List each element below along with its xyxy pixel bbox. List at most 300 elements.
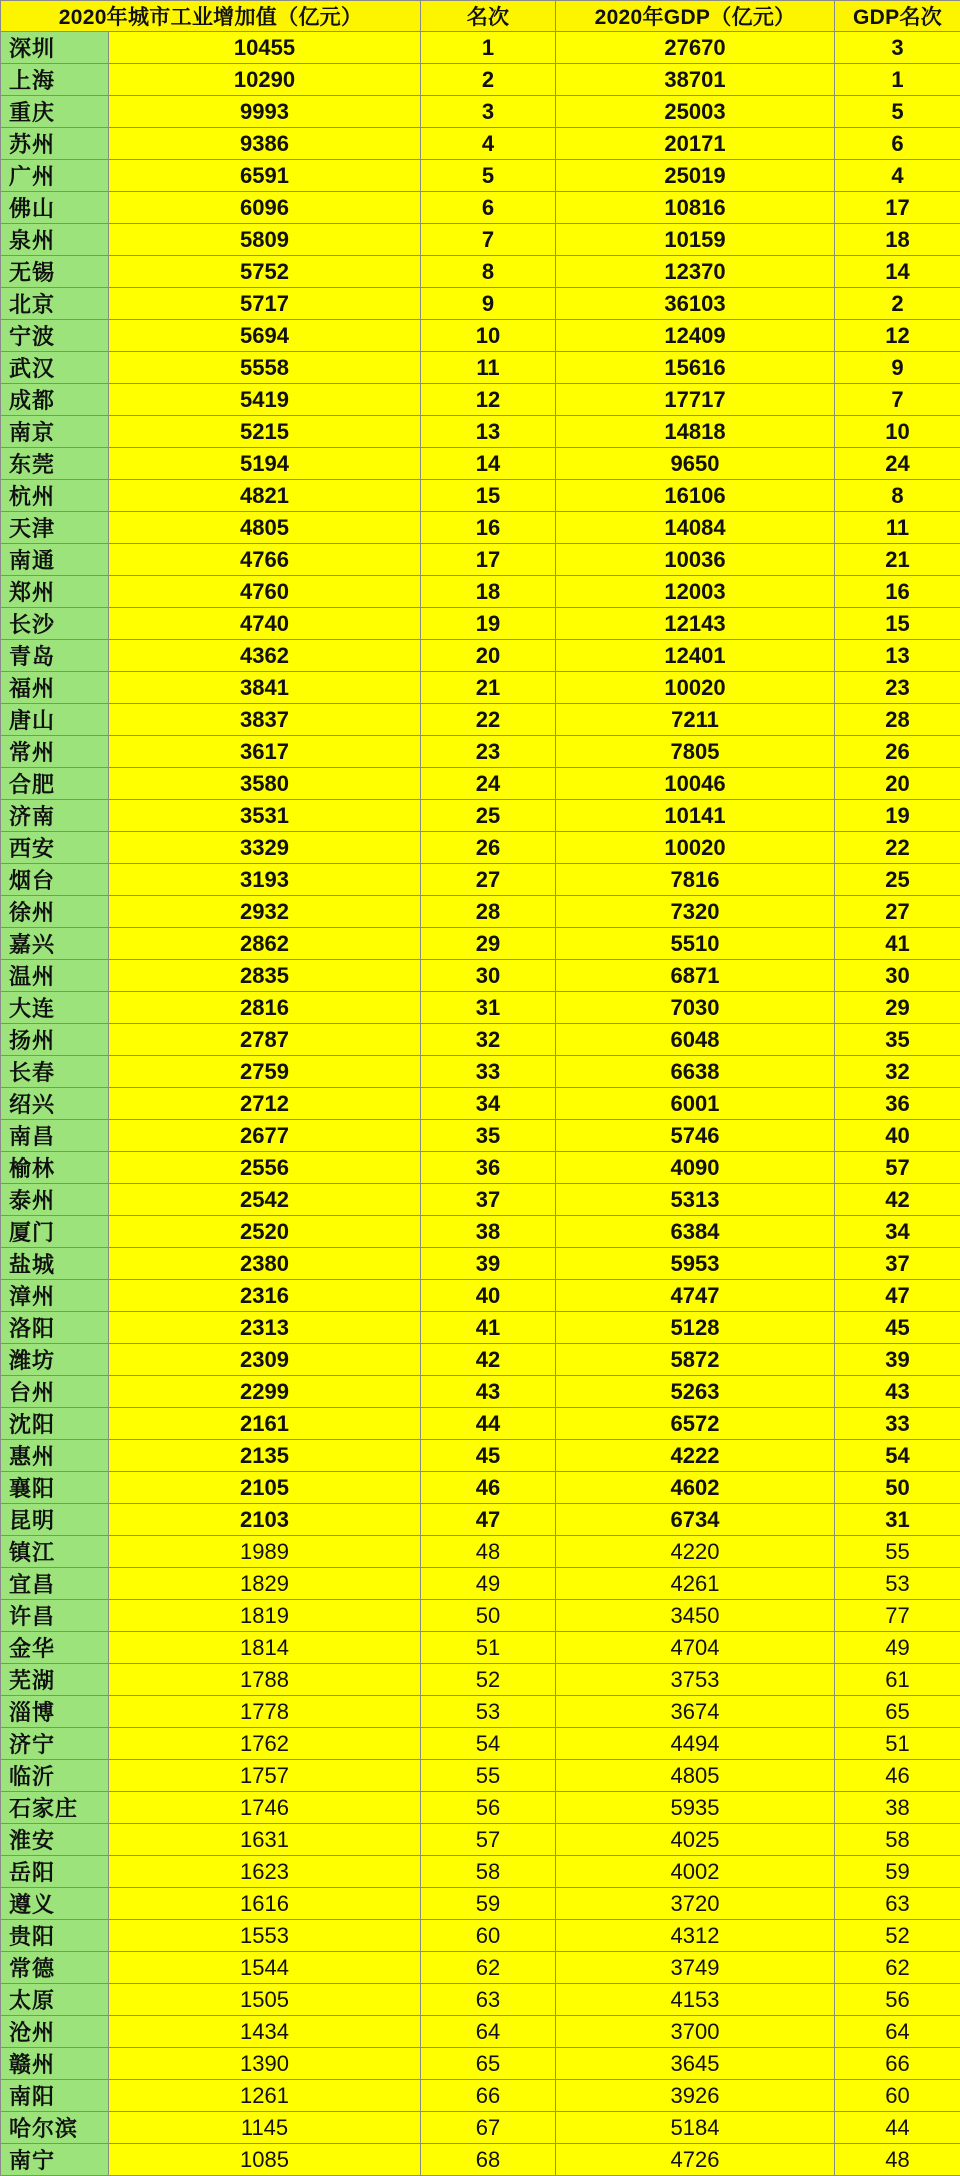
header-gdp-rank: GDP名次 — [835, 1, 960, 32]
table-row — [1, 1280, 960, 1312]
gdp-rank-cell: 17 — [835, 192, 960, 224]
gdp-rank-cell: 63 — [835, 1888, 960, 1920]
gdp-value-cell: 7805 — [556, 736, 835, 768]
industry-rank-cell: 56 — [421, 1792, 556, 1824]
gdp-rank-cell: 24 — [835, 448, 960, 480]
industry-rank-cell: 42 — [421, 1344, 556, 1376]
table-row — [1, 384, 960, 416]
industry-value-cell: 2135 — [109, 1440, 421, 1472]
industry-rank-cell: 63 — [421, 1984, 556, 2016]
industry-rank-cell: 34 — [421, 1088, 556, 1120]
industry-rank-cell: 43 — [421, 1376, 556, 1408]
table-row — [1, 1472, 960, 1504]
gdp-rank-cell: 10 — [835, 416, 960, 448]
gdp-rank-cell: 49 — [835, 1632, 960, 1664]
industry-rank-cell: 25 — [421, 800, 556, 832]
city-cell: 济宁 — [1, 1728, 109, 1760]
city-cell: 烟台 — [1, 864, 109, 896]
city-cell: 南通 — [1, 544, 109, 576]
industry-value-cell: 4362 — [109, 640, 421, 672]
industry-rank-cell: 12 — [421, 384, 556, 416]
gdp-rank-cell: 47 — [835, 1280, 960, 1312]
gdp-value-cell: 10020 — [556, 832, 835, 864]
city-cell: 宜昌 — [1, 1568, 109, 1600]
industry-rank-cell: 27 — [421, 864, 556, 896]
table-row — [1, 1248, 960, 1280]
table-row — [1, 1984, 960, 2016]
city-cell: 台州 — [1, 1376, 109, 1408]
industry-value-cell: 2161 — [109, 1408, 421, 1440]
industry-value-cell: 9993 — [109, 96, 421, 128]
gdp-value-cell: 9650 — [556, 448, 835, 480]
industry-value-cell: 3837 — [109, 704, 421, 736]
city-cell: 北京 — [1, 288, 109, 320]
table-row — [1, 2144, 960, 2176]
industry-rank-cell: 54 — [421, 1728, 556, 1760]
table-row — [1, 1632, 960, 1664]
gdp-value-cell: 4805 — [556, 1760, 835, 1792]
table-row — [1, 1536, 960, 1568]
table-row — [1, 1216, 960, 1248]
gdp-rank-cell: 11 — [835, 512, 960, 544]
industry-rank-cell: 6 — [421, 192, 556, 224]
city-cell: 无锡 — [1, 256, 109, 288]
city-cell: 盐城 — [1, 1248, 109, 1280]
industry-value-cell: 2299 — [109, 1376, 421, 1408]
table-row — [1, 1600, 960, 1632]
gdp-rank-cell: 32 — [835, 1056, 960, 1088]
city-cell: 绍兴 — [1, 1088, 109, 1120]
gdp-value-cell: 10046 — [556, 768, 835, 800]
gdp-rank-cell: 27 — [835, 896, 960, 928]
industry-rank-cell: 23 — [421, 736, 556, 768]
gdp-rank-cell: 2 — [835, 288, 960, 320]
gdp-value-cell: 10816 — [556, 192, 835, 224]
industry-rank-cell: 1 — [421, 32, 556, 64]
city-cell: 昆明 — [1, 1504, 109, 1536]
industry-rank-cell: 65 — [421, 2048, 556, 2080]
gdp-rank-cell: 6 — [835, 128, 960, 160]
industry-value-cell: 2316 — [109, 1280, 421, 1312]
industry-value-cell: 4805 — [109, 512, 421, 544]
industry-rank-cell: 28 — [421, 896, 556, 928]
table-row — [1, 544, 960, 576]
gdp-value-cell: 5872 — [556, 1344, 835, 1376]
gdp-rank-cell: 62 — [835, 1952, 960, 1984]
table-row — [1, 704, 960, 736]
industry-value-cell: 5194 — [109, 448, 421, 480]
gdp-value-cell: 3926 — [556, 2080, 835, 2112]
table-row — [1, 1952, 960, 1984]
city-cell: 东莞 — [1, 448, 109, 480]
gdp-value-cell: 6384 — [556, 1216, 835, 1248]
gdp-value-cell: 3700 — [556, 2016, 835, 2048]
gdp-rank-cell: 34 — [835, 1216, 960, 1248]
gdp-rank-cell: 66 — [835, 2048, 960, 2080]
city-cell: 漳州 — [1, 1280, 109, 1312]
gdp-rank-cell: 77 — [835, 1600, 960, 1632]
industry-rank-cell: 37 — [421, 1184, 556, 1216]
city-cell: 厦门 — [1, 1216, 109, 1248]
table-row — [1, 896, 960, 928]
table-row — [1, 864, 960, 896]
table-row — [1, 64, 960, 96]
industry-rank-cell: 40 — [421, 1280, 556, 1312]
gdp-rank-cell: 64 — [835, 2016, 960, 2048]
gdp-rank-cell: 23 — [835, 672, 960, 704]
city-cell: 成都 — [1, 384, 109, 416]
table-row — [1, 160, 960, 192]
gdp-rank-cell: 40 — [835, 1120, 960, 1152]
industry-rank-cell: 21 — [421, 672, 556, 704]
city-cell: 天津 — [1, 512, 109, 544]
gdp-rank-cell: 29 — [835, 992, 960, 1024]
gdp-rank-cell: 50 — [835, 1472, 960, 1504]
gdp-value-cell: 4494 — [556, 1728, 835, 1760]
city-cell: 西安 — [1, 832, 109, 864]
industry-value-cell: 10290 — [109, 64, 421, 96]
gdp-rank-cell: 59 — [835, 1856, 960, 1888]
gdp-rank-cell: 18 — [835, 224, 960, 256]
industry-value-cell: 1989 — [109, 1536, 421, 1568]
industry-value-cell: 2932 — [109, 896, 421, 928]
city-cell: 杭州 — [1, 480, 109, 512]
industry-value-cell: 2542 — [109, 1184, 421, 1216]
gdp-rank-cell: 4 — [835, 160, 960, 192]
gdp-value-cell: 4602 — [556, 1472, 835, 1504]
header-rank: 名次 — [421, 1, 556, 32]
industry-value-cell: 1788 — [109, 1664, 421, 1696]
table-row — [1, 1024, 960, 1056]
city-cell: 哈尔滨 — [1, 2112, 109, 2144]
gdp-rank-cell: 42 — [835, 1184, 960, 1216]
gdp-value-cell: 17717 — [556, 384, 835, 416]
industry-rank-cell: 38 — [421, 1216, 556, 1248]
gdp-value-cell: 7211 — [556, 704, 835, 736]
industry-rank-cell: 36 — [421, 1152, 556, 1184]
header-industry: 2020年城市工业增加值（亿元） — [1, 1, 421, 32]
gdp-value-cell: 3749 — [556, 1952, 835, 1984]
gdp-value-cell: 6001 — [556, 1088, 835, 1120]
table-row — [1, 1568, 960, 1600]
industry-rank-cell: 2 — [421, 64, 556, 96]
table-row — [1, 1184, 960, 1216]
city-cell: 长沙 — [1, 608, 109, 640]
gdp-rank-cell: 37 — [835, 1248, 960, 1280]
gdp-value-cell: 12401 — [556, 640, 835, 672]
gdp-rank-cell: 3 — [835, 32, 960, 64]
industry-value-cell: 2103 — [109, 1504, 421, 1536]
gdp-rank-cell: 16 — [835, 576, 960, 608]
industry-value-cell: 2816 — [109, 992, 421, 1024]
industry-rank-cell: 52 — [421, 1664, 556, 1696]
industry-value-cell: 1434 — [109, 2016, 421, 2048]
gdp-value-cell: 5953 — [556, 1248, 835, 1280]
gdp-rank-cell: 33 — [835, 1408, 960, 1440]
gdp-rank-cell: 61 — [835, 1664, 960, 1696]
industry-rank-cell: 47 — [421, 1504, 556, 1536]
city-cell: 贵阳 — [1, 1920, 109, 1952]
industry-value-cell: 1505 — [109, 1984, 421, 2016]
industry-value-cell: 1623 — [109, 1856, 421, 1888]
table-row — [1, 448, 960, 480]
gdp-value-cell: 14084 — [556, 512, 835, 544]
gdp-rank-cell: 21 — [835, 544, 960, 576]
gdp-value-cell: 25003 — [556, 96, 835, 128]
industry-rank-cell: 39 — [421, 1248, 556, 1280]
gdp-value-cell: 15616 — [556, 352, 835, 384]
gdp-value-cell: 12409 — [556, 320, 835, 352]
gdp-value-cell: 6572 — [556, 1408, 835, 1440]
city-cell: 镇江 — [1, 1536, 109, 1568]
table-row — [1, 480, 960, 512]
industry-rank-cell: 68 — [421, 2144, 556, 2176]
city-cell: 惠州 — [1, 1440, 109, 1472]
table-row — [1, 832, 960, 864]
city-cell: 遵义 — [1, 1888, 109, 1920]
city-cell: 岳阳 — [1, 1856, 109, 1888]
gdp-value-cell: 10159 — [556, 224, 835, 256]
industry-value-cell: 1553 — [109, 1920, 421, 1952]
city-cell: 合肥 — [1, 768, 109, 800]
industry-value-cell: 5419 — [109, 384, 421, 416]
gdp-rank-cell: 7 — [835, 384, 960, 416]
gdp-value-cell: 3720 — [556, 1888, 835, 1920]
table-row — [1, 768, 960, 800]
table-row — [1, 1856, 960, 1888]
city-cell: 淮安 — [1, 1824, 109, 1856]
industry-rank-cell: 14 — [421, 448, 556, 480]
industry-rank-cell: 4 — [421, 128, 556, 160]
gdp-value-cell: 36103 — [556, 288, 835, 320]
gdp-rank-cell: 26 — [835, 736, 960, 768]
city-cell: 临沂 — [1, 1760, 109, 1792]
city-cell: 青岛 — [1, 640, 109, 672]
gdp-value-cell: 27670 — [556, 32, 835, 64]
industry-rank-cell: 58 — [421, 1856, 556, 1888]
industry-value-cell: 2862 — [109, 928, 421, 960]
gdp-rank-cell: 8 — [835, 480, 960, 512]
table-row — [1, 2048, 960, 2080]
industry-value-cell: 5694 — [109, 320, 421, 352]
industry-rank-cell: 32 — [421, 1024, 556, 1056]
city-cell: 常德 — [1, 1952, 109, 1984]
gdp-value-cell: 20171 — [556, 128, 835, 160]
city-cell: 嘉兴 — [1, 928, 109, 960]
industry-rank-cell: 7 — [421, 224, 556, 256]
city-cell: 宁波 — [1, 320, 109, 352]
city-cell: 榆林 — [1, 1152, 109, 1184]
industry-value-cell: 1762 — [109, 1728, 421, 1760]
table-row — [1, 512, 960, 544]
gdp-value-cell: 3450 — [556, 1600, 835, 1632]
city-cell: 芜湖 — [1, 1664, 109, 1696]
gdp-rank-cell: 19 — [835, 800, 960, 832]
gdp-value-cell: 4220 — [556, 1536, 835, 1568]
gdp-value-cell: 7320 — [556, 896, 835, 928]
gdp-value-cell: 4747 — [556, 1280, 835, 1312]
table-row — [1, 960, 960, 992]
industry-value-cell: 2787 — [109, 1024, 421, 1056]
gdp-value-cell: 5935 — [556, 1792, 835, 1824]
gdp-value-cell: 10141 — [556, 800, 835, 832]
gdp-value-cell: 16106 — [556, 480, 835, 512]
gdp-value-cell: 4312 — [556, 1920, 835, 1952]
industry-rank-cell: 20 — [421, 640, 556, 672]
gdp-rank-cell: 31 — [835, 1504, 960, 1536]
industry-value-cell: 3531 — [109, 800, 421, 832]
gdp-rank-cell: 1 — [835, 64, 960, 96]
table-row — [1, 992, 960, 1024]
city-cell: 襄阳 — [1, 1472, 109, 1504]
city-cell: 南宁 — [1, 2144, 109, 2176]
table-row — [1, 224, 960, 256]
industry-value-cell: 1616 — [109, 1888, 421, 1920]
table-row — [1, 1152, 960, 1184]
industry-rank-cell: 46 — [421, 1472, 556, 1504]
gdp-rank-cell: 58 — [835, 1824, 960, 1856]
gdp-value-cell: 12370 — [556, 256, 835, 288]
gdp-value-cell: 7816 — [556, 864, 835, 896]
industry-rank-cell: 15 — [421, 480, 556, 512]
industry-rank-cell: 60 — [421, 1920, 556, 1952]
industry-rank-cell: 57 — [421, 1824, 556, 1856]
city-cell: 金华 — [1, 1632, 109, 1664]
industry-value-cell: 5809 — [109, 224, 421, 256]
industry-value-cell: 2380 — [109, 1248, 421, 1280]
city-cell: 洛阳 — [1, 1312, 109, 1344]
gdp-rank-cell: 12 — [835, 320, 960, 352]
table-row — [1, 1504, 960, 1536]
table-row — [1, 192, 960, 224]
gdp-rank-cell: 28 — [835, 704, 960, 736]
industry-value-cell: 1145 — [109, 2112, 421, 2144]
industry-rank-cell: 31 — [421, 992, 556, 1024]
industry-rank-cell: 10 — [421, 320, 556, 352]
table-row — [1, 288, 960, 320]
industry-value-cell: 6591 — [109, 160, 421, 192]
industry-rank-cell: 44 — [421, 1408, 556, 1440]
industry-value-cell: 1261 — [109, 2080, 421, 2112]
industry-value-cell: 10455 — [109, 32, 421, 64]
table-row — [1, 320, 960, 352]
city-cell: 泰州 — [1, 1184, 109, 1216]
gdp-value-cell: 4704 — [556, 1632, 835, 1664]
gdp-value-cell: 3674 — [556, 1696, 835, 1728]
gdp-rank-cell: 48 — [835, 2144, 960, 2176]
industry-rank-cell: 8 — [421, 256, 556, 288]
city-cell: 南京 — [1, 416, 109, 448]
industry-rank-cell: 62 — [421, 1952, 556, 1984]
city-cell: 沈阳 — [1, 1408, 109, 1440]
industry-rank-cell: 66 — [421, 2080, 556, 2112]
industry-value-cell: 6096 — [109, 192, 421, 224]
gdp-rank-cell: 45 — [835, 1312, 960, 1344]
industry-rank-cell: 53 — [421, 1696, 556, 1728]
gdp-value-cell: 25019 — [556, 160, 835, 192]
gdp-rank-cell: 9 — [835, 352, 960, 384]
industry-value-cell: 4766 — [109, 544, 421, 576]
table-row — [1, 128, 960, 160]
gdp-value-cell: 6638 — [556, 1056, 835, 1088]
table-row — [1, 1728, 960, 1760]
gdp-value-cell: 10036 — [556, 544, 835, 576]
gdp-value-cell: 5184 — [556, 2112, 835, 2144]
gdp-value-cell: 6734 — [556, 1504, 835, 1536]
industry-value-cell: 1085 — [109, 2144, 421, 2176]
industry-rank-cell: 13 — [421, 416, 556, 448]
city-cell: 温州 — [1, 960, 109, 992]
city-cell: 广州 — [1, 160, 109, 192]
table-row — [1, 576, 960, 608]
gdp-value-cell: 5313 — [556, 1184, 835, 1216]
city-cell: 徐州 — [1, 896, 109, 928]
gdp-rank-cell: 14 — [835, 256, 960, 288]
industry-value-cell: 2313 — [109, 1312, 421, 1344]
city-cell: 深圳 — [1, 32, 109, 64]
table-row — [1, 1696, 960, 1728]
industry-rank-cell: 17 — [421, 544, 556, 576]
industry-rank-cell: 3 — [421, 96, 556, 128]
gdp-rank-cell: 44 — [835, 2112, 960, 2144]
gdp-value-cell: 6871 — [556, 960, 835, 992]
city-cell: 赣州 — [1, 2048, 109, 2080]
table-row — [1, 1312, 960, 1344]
industry-value-cell: 2520 — [109, 1216, 421, 1248]
city-cell: 济南 — [1, 800, 109, 832]
gdp-value-cell: 38701 — [556, 64, 835, 96]
industry-value-cell: 2677 — [109, 1120, 421, 1152]
gdp-rank-cell: 55 — [835, 1536, 960, 1568]
industry-value-cell: 3193 — [109, 864, 421, 896]
table-row — [1, 1376, 960, 1408]
industry-value-cell: 1819 — [109, 1600, 421, 1632]
gdp-value-cell: 14818 — [556, 416, 835, 448]
industry-rank-cell: 5 — [421, 160, 556, 192]
gdp-rank-cell: 41 — [835, 928, 960, 960]
industry-rank-cell: 26 — [421, 832, 556, 864]
industry-rank-cell: 67 — [421, 2112, 556, 2144]
gdp-rank-cell: 43 — [835, 1376, 960, 1408]
industry-value-cell: 3841 — [109, 672, 421, 704]
industry-value-cell: 5215 — [109, 416, 421, 448]
gdp-value-cell: 12003 — [556, 576, 835, 608]
table-row — [1, 608, 960, 640]
industry-rank-cell: 45 — [421, 1440, 556, 1472]
city-cell: 南昌 — [1, 1120, 109, 1152]
industry-rank-cell: 24 — [421, 768, 556, 800]
industry-rank-cell: 16 — [421, 512, 556, 544]
city-cell: 长春 — [1, 1056, 109, 1088]
table-row — [1, 800, 960, 832]
gdp-value-cell: 4025 — [556, 1824, 835, 1856]
gdp-value-cell: 5128 — [556, 1312, 835, 1344]
table-row — [1, 1760, 960, 1792]
city-cell: 大连 — [1, 992, 109, 1024]
industry-rank-cell: 35 — [421, 1120, 556, 1152]
gdp-value-cell: 10020 — [556, 672, 835, 704]
gdp-rank-cell: 46 — [835, 1760, 960, 1792]
table-row — [1, 1088, 960, 1120]
industry-value-cell: 1746 — [109, 1792, 421, 1824]
city-cell: 福州 — [1, 672, 109, 704]
table-row — [1, 416, 960, 448]
gdp-rank-cell: 13 — [835, 640, 960, 672]
gdp-value-cell: 7030 — [556, 992, 835, 1024]
gdp-rank-cell: 39 — [835, 1344, 960, 1376]
industry-rank-cell: 22 — [421, 704, 556, 736]
table-row — [1, 32, 960, 64]
